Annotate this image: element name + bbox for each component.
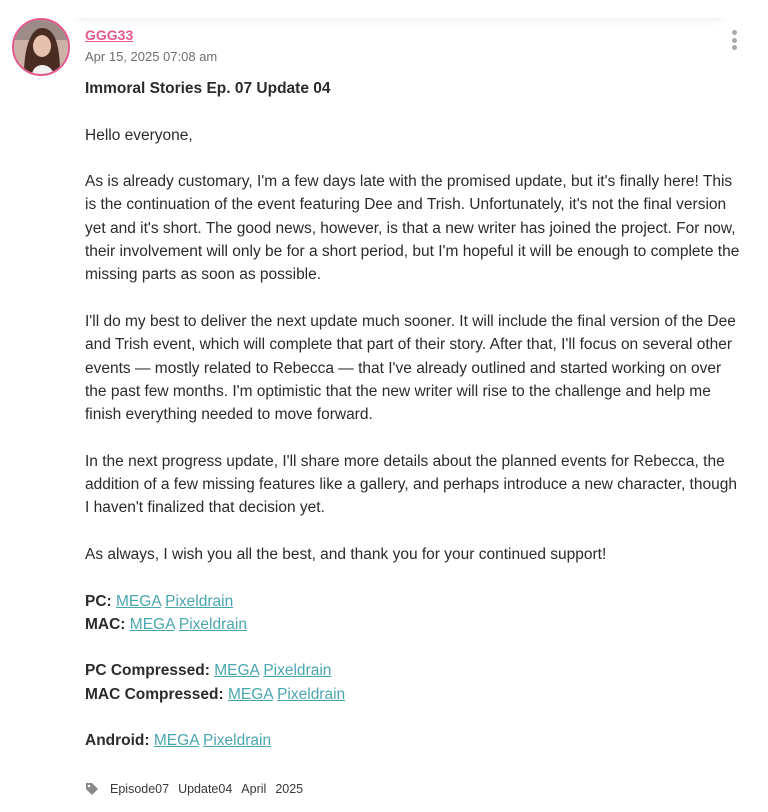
tag-icon — [85, 782, 99, 796]
download-label: MAC: — [85, 615, 126, 633]
more-vertical-icon[interactable] — [728, 30, 740, 54]
tag-item[interactable]: April — [241, 782, 267, 796]
mega-link[interactable]: MEGA — [214, 662, 260, 680]
download-row-pc — [85, 590, 745, 613]
post-body — [85, 77, 745, 753]
post-timestamp: Apr 15, 2025 07:08 am — [85, 49, 218, 64]
download-group-compressed — [85, 659, 745, 706]
post-paragraph: As is already customary, I'm a few days late with the promised update, but it's finally here! This is the continuation of the event featuring Dee and Trish. Unfortunately, it's not the final version yet and it's short. The good news, however, is that a new writer has joined the project. For now, their involvement will only be for a short period, but I'm hopeful it will be enough to complete the missing parts as soon as possible. — [85, 173, 740, 284]
post-header — [85, 27, 217, 64]
pixeldrain-link[interactable]: Pixeldrain — [277, 685, 346, 703]
download-label: PC Compressed: — [85, 662, 210, 680]
post-paragraph: I'll do my best to deliver the next update much sooner. It will include the final version of the Dee and Trish event, which will complete that part of their story. After that, I'll focus on several other events — mostly related to Rebecca — that I've already outlined and started working on over the past few months. I'm optimistic that the new writer will rise to the challenge and help me finish everything needed to move forward. — [85, 312, 736, 424]
tag-item[interactable]: Update04 — [178, 782, 233, 796]
download-row-android — [85, 729, 745, 752]
download-row-pc-compressed — [85, 659, 745, 682]
download-label: MAC Compressed: — [85, 685, 224, 703]
download-label: Android: — [85, 732, 150, 750]
post-title: Immoral Stories Ep. 07 Update 04 — [85, 80, 331, 97]
pixeldrain-link[interactable]: Pixeldrain — [203, 732, 272, 750]
pixeldrain-link[interactable]: Pixeldrain — [165, 592, 234, 610]
avatar[interactable] — [12, 18, 70, 76]
avatar-image — [14, 20, 68, 74]
tag-item[interactable]: Episode07 — [110, 782, 170, 796]
pixeldrain-link[interactable]: Pixeldrain — [178, 615, 247, 633]
download-group-android — [85, 729, 745, 752]
card-top-edge — [72, 0, 728, 18]
author-name[interactable]: GGG33 — [85, 27, 134, 43]
download-group-standard — [85, 590, 745, 637]
download-label: PC: — [85, 592, 112, 610]
mega-link[interactable]: MEGA — [129, 615, 175, 633]
mega-link[interactable]: MEGA — [116, 592, 161, 610]
mega-link[interactable]: MEGA — [153, 732, 199, 750]
pixeldrain-link[interactable]: Pixeldrain — [263, 662, 332, 680]
tag-item[interactable]: 2025 — [275, 782, 304, 796]
download-row-mac — [85, 613, 745, 636]
mega-link[interactable]: MEGA — [227, 685, 273, 703]
tag-list — [85, 782, 312, 796]
post-paragraph: In the next progress update, I'll share more details about the planned events for Rebecca, the addition of a few missing features like a gallery, and perhaps introduce a new character, though I haven't finalized that decision yet. — [85, 452, 737, 517]
download-row-mac-compressed — [85, 683, 745, 706]
post-paragraph: As always, I wish you all the best, and thank you for your continued support! — [85, 545, 607, 563]
post-paragraph: Hello everyone, — [85, 126, 193, 144]
